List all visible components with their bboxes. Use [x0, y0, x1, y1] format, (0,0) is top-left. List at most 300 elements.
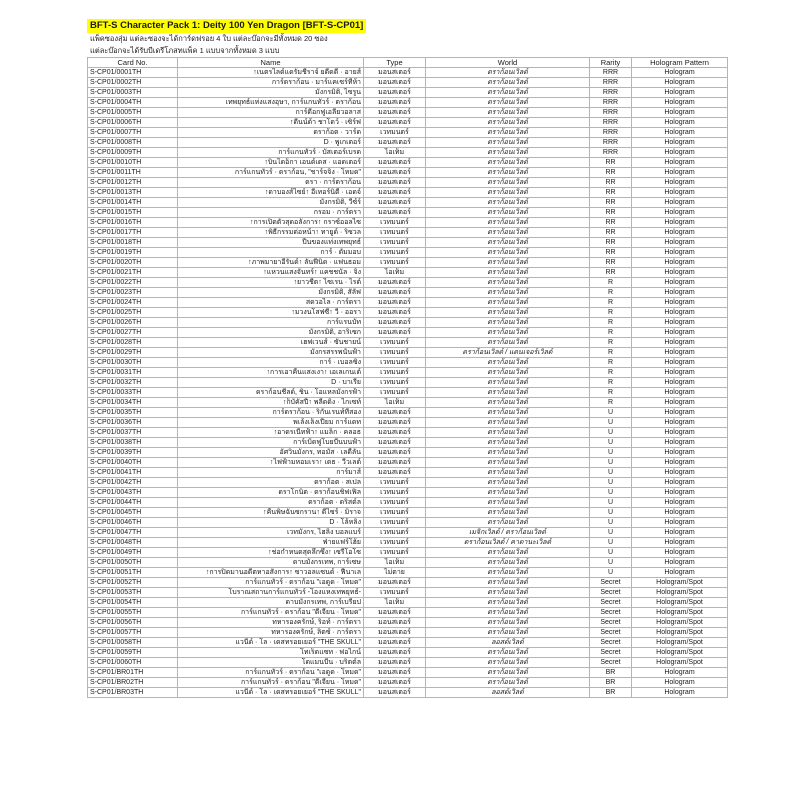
- cell-name[interactable]: ↑บินไดอ็กา เอนด์เดส · แอดเตอร์: [178, 158, 364, 168]
- cell-world[interactable]: ดราก้อนเวิลด์: [426, 318, 590, 328]
- cell-name[interactable]: การ์ดราก้อน · ริกันเรนท์ที่สอง: [178, 408, 364, 418]
- cell-rarity[interactable]: RRR: [590, 128, 632, 138]
- cell-type[interactable]: มอนสเตอร์: [364, 308, 426, 318]
- cell-name[interactable]: มังกรมิติ, อาริเซก: [178, 328, 364, 338]
- cell-type[interactable]: มอนสเตอร์: [364, 208, 426, 218]
- cell-world[interactable]: ดราก้อนเวิลด์: [426, 158, 590, 168]
- cell-hologram[interactable]: Hologram: [632, 478, 728, 488]
- cell-name[interactable]: แวนี่ด์ · โล · เดสทรอยเยอร์ "THE SKULL": [178, 688, 364, 698]
- header-rarity[interactable]: Rarity: [590, 58, 632, 68]
- cell-type[interactable]: เวทมนตร์: [364, 128, 426, 138]
- cell-rarity[interactable]: R: [590, 378, 632, 388]
- cell-type[interactable]: ไอเท็ม: [364, 398, 426, 408]
- cell-name[interactable]: มังกรมิติ, วีซ์ร์: [178, 198, 364, 208]
- cell-world[interactable]: ดราก้อนเวิลด์: [426, 428, 590, 438]
- cell-world[interactable]: ดราก้อนเวิลด์: [426, 458, 590, 468]
- cell-world[interactable]: ดราก้อนเวิลด์: [426, 608, 590, 618]
- cell-world[interactable]: ดราก้อนเวิลด์: [426, 488, 590, 498]
- cell-name[interactable]: ↑การเปิดตัวสุดอลังการ↑ กราซ์ออลไซ: [178, 218, 364, 228]
- cell-card-no[interactable]: S-CP01/0007TH: [88, 128, 178, 138]
- cell-hologram[interactable]: Hologram/Spot: [632, 648, 728, 658]
- cell-rarity[interactable]: U: [590, 448, 632, 458]
- cell-world[interactable]: ดราก้อนเวิลด์: [426, 328, 590, 338]
- cell-type[interactable]: มอนสเตอร์: [364, 688, 426, 698]
- cell-name[interactable]: ↑ก็บัคัสปี↑ พลีดดิ้ง · ไกเซท์: [178, 398, 364, 408]
- cell-card-no[interactable]: S-CP01/0030TH: [88, 358, 178, 368]
- cell-card-no[interactable]: S-CP01/0036TH: [88, 418, 178, 428]
- cell-card-no[interactable]: S-CP01/0052TH: [88, 578, 178, 588]
- cell-name[interactable]: ↑การปิดมานอดีตหาอสังการ↑ ซาวอลแซนด์ · ฟีนาเล: [178, 568, 364, 578]
- cell-hologram[interactable]: Hologram: [632, 208, 728, 218]
- cell-type[interactable]: มอนสเตอร์: [364, 158, 426, 168]
- cell-card-no[interactable]: S-CP01/0015TH: [88, 208, 178, 218]
- cell-type[interactable]: มอนสเตอร์: [364, 78, 426, 88]
- cell-world[interactable]: ดราก้อนเวิลด์: [426, 148, 590, 158]
- cell-card-no[interactable]: S-CP01/0047TH: [88, 528, 178, 538]
- cell-name[interactable]: ↑มวงนโสฟซี่↑ วี · ออรา: [178, 308, 364, 318]
- cell-rarity[interactable]: Secret: [590, 598, 632, 608]
- cell-card-no[interactable]: S-CP01/0039TH: [88, 448, 178, 458]
- cell-card-no[interactable]: S-CP01/0017TH: [88, 228, 178, 238]
- cell-name[interactable]: การ์มาส์: [178, 468, 364, 478]
- cell-type[interactable]: เวทมนตร์: [364, 508, 426, 518]
- cell-card-no[interactable]: S-CP01/0042TH: [88, 478, 178, 488]
- cell-rarity[interactable]: U: [590, 538, 632, 548]
- cell-hologram[interactable]: Hologram: [632, 178, 728, 188]
- cell-type[interactable]: มอนสเตอร์: [364, 648, 426, 658]
- cell-rarity[interactable]: Secret: [590, 588, 632, 598]
- cell-rarity[interactable]: RR: [590, 228, 632, 238]
- cell-world[interactable]: ดราก้อนเวิลด์ / คาตานะเวิลด์: [426, 538, 590, 548]
- cell-world[interactable]: ดราก้อนเวิลด์: [426, 178, 590, 188]
- cell-name[interactable]: ↑เนตรไลต์แดรัมชีราจ์ ยดีดดี · อายส์: [178, 68, 364, 78]
- cell-hologram[interactable]: Hologram: [632, 88, 728, 98]
- cell-rarity[interactable]: RRR: [590, 148, 632, 158]
- cell-world[interactable]: ดราก้อนเวิลด์: [426, 408, 590, 418]
- cell-world[interactable]: ดราก้อนเวิลด์: [426, 338, 590, 348]
- cell-type[interactable]: มอนสเตอร์: [364, 628, 426, 638]
- cell-world[interactable]: ดราก้อนเวิลด์: [426, 468, 590, 478]
- cell-card-no[interactable]: S-CP01/0025TH: [88, 308, 178, 318]
- cell-card-no[interactable]: S-CP01/0005TH: [88, 108, 178, 118]
- cell-card-no[interactable]: S-CP01/0056TH: [88, 618, 178, 628]
- cell-world[interactable]: ดราก้อนเวิลด์: [426, 138, 590, 148]
- cell-card-no[interactable]: S-CP01/0004TH: [88, 98, 178, 108]
- cell-world[interactable]: ดราก้อนเวิลด์: [426, 668, 590, 678]
- cell-type[interactable]: เวทมนตร์: [364, 478, 426, 488]
- cell-card-no[interactable]: S-CP01/0019TH: [88, 248, 178, 258]
- cell-type[interactable]: มอนสเตอร์: [364, 88, 426, 98]
- cell-rarity[interactable]: RRR: [590, 88, 632, 98]
- cell-world[interactable]: ดราก้อนเวิลด์: [426, 188, 590, 198]
- cell-card-no[interactable]: S-CP01/0013TH: [88, 188, 178, 198]
- cell-rarity[interactable]: U: [590, 468, 632, 478]
- cell-name[interactable]: กรอม · การ์ดรา: [178, 208, 364, 218]
- cell-world[interactable]: ดราก้อนเวิลด์: [426, 438, 590, 448]
- cell-world[interactable]: ดราก้อนเวิลด์: [426, 598, 590, 608]
- header-type[interactable]: Type: [364, 58, 426, 68]
- cell-type[interactable]: เวทมนตร์: [364, 588, 426, 598]
- cell-card-no[interactable]: S-CP01/0024TH: [88, 298, 178, 308]
- cell-name[interactable]: ทหารองครักษ์, ริอท์ · การ์ดรา: [178, 618, 364, 628]
- cell-name[interactable]: การ์ดีอกฟูเอลียวอลาส: [178, 108, 364, 118]
- cell-world[interactable]: ดราก้อนเวิลด์: [426, 208, 590, 218]
- cell-hologram[interactable]: Hologram: [632, 138, 728, 148]
- cell-type[interactable]: เวทมนตร์: [364, 498, 426, 508]
- cell-rarity[interactable]: U: [590, 478, 632, 488]
- cell-type[interactable]: เวทมนตร์: [364, 228, 426, 238]
- cell-name[interactable]: ↑ดาบองส์ไซย์↑ อีเทอร์นิตี้ · เอดจ์: [178, 188, 364, 198]
- cell-type[interactable]: มอนสเตอร์: [364, 98, 426, 108]
- cell-hologram[interactable]: Hologram: [632, 438, 728, 448]
- cell-hologram[interactable]: Hologram: [632, 98, 728, 108]
- cell-hologram[interactable]: Hologram: [632, 168, 728, 178]
- cell-hologram[interactable]: Hologram: [632, 508, 728, 518]
- cell-hologram[interactable]: Hologram/Spot: [632, 578, 728, 588]
- cell-world[interactable]: ดราก้อนเวิลด์: [426, 368, 590, 378]
- cell-card-no[interactable]: S-CP01/0035TH: [88, 408, 178, 418]
- cell-world[interactable]: ดราก้อนเวิลด์: [426, 78, 590, 88]
- cell-name[interactable]: ↑ช่อกำหนดสุดลึกซึ้ง↑ เซรีโอโซ: [178, 548, 364, 558]
- cell-name[interactable]: พเล้งเล็งเปียม การ์แดท: [178, 418, 364, 428]
- cell-rarity[interactable]: RRR: [590, 138, 632, 148]
- cell-rarity[interactable]: Secret: [590, 628, 632, 638]
- cell-name[interactable]: โดแมนบีน · บริตต์ล: [178, 658, 364, 668]
- cell-card-no[interactable]: S-CP01/0032TH: [88, 378, 178, 388]
- cell-card-no[interactable]: S-CP01/0028TH: [88, 338, 178, 348]
- cell-name[interactable]: การ์แรนบัท: [178, 318, 364, 328]
- cell-hologram[interactable]: Hologram: [632, 428, 728, 438]
- cell-hologram[interactable]: Hologram: [632, 458, 728, 468]
- cell-rarity[interactable]: RRR: [590, 118, 632, 128]
- cell-card-no[interactable]: S-CP01/0048TH: [88, 538, 178, 548]
- cell-rarity[interactable]: RR: [590, 178, 632, 188]
- cell-hologram[interactable]: Hologram/Spot: [632, 608, 728, 618]
- cell-type[interactable]: มอนสเตอร์: [364, 408, 426, 418]
- cell-hologram[interactable]: Hologram: [632, 488, 728, 498]
- cell-type[interactable]: มอนสเตอร์: [364, 118, 426, 128]
- cell-card-no[interactable]: S-CP01/0044TH: [88, 498, 178, 508]
- cell-name[interactable]: ฟ่ายแฟร์โฮ้ย: [178, 538, 364, 548]
- cell-rarity[interactable]: U: [590, 408, 632, 418]
- cell-name[interactable]: ดาบมังกรเทพ, การ์เซษ: [178, 558, 364, 568]
- cell-name[interactable]: ↑ภาพมายาอีรันด์↑ ลันฟีนิด · แฟนธอม: [178, 258, 364, 268]
- cell-name[interactable]: เทพยุทธ์แห่งแสงอุษา, การ์แกนทัวร์ · ดราก้อน: [178, 98, 364, 108]
- cell-hologram[interactable]: Hologram: [632, 538, 728, 548]
- cell-hologram[interactable]: Hologram: [632, 668, 728, 678]
- header-hologram[interactable]: Hologram Pattern: [632, 58, 728, 68]
- cell-type[interactable]: มอนสเตอร์: [364, 198, 426, 208]
- cell-name[interactable]: ดรา · การ์ดราก้อน: [178, 178, 364, 188]
- cell-card-no[interactable]: S-CP01/BR03TH: [88, 688, 178, 698]
- header-world[interactable]: World: [426, 58, 590, 68]
- cell-type[interactable]: เวทมนตร์: [364, 378, 426, 388]
- cell-name[interactable]: ↑ไฟฟ้ามหอมเรา↑ เดธ · วีวเลต์: [178, 458, 364, 468]
- cell-name[interactable]: ดราก้อต · ดริสต์ล: [178, 498, 364, 508]
- cell-type[interactable]: เวทมนตร์: [364, 338, 426, 348]
- cell-world[interactable]: ลอสต์เวิลด์: [426, 688, 590, 698]
- cell-world[interactable]: ดราก้อนเวิลด์: [426, 278, 590, 288]
- cell-name[interactable]: ↑ยาวชีต↑ ไซเรน · ไรต์: [178, 278, 364, 288]
- cell-name[interactable]: แวนี่ด์ · โล · เดสทรอยเยอร์ "THE SKULL": [178, 638, 364, 648]
- cell-type[interactable]: มอนสเตอร์: [364, 618, 426, 628]
- cell-type[interactable]: มอนสเตอร์: [364, 608, 426, 618]
- cell-card-no[interactable]: S-CP01/0001TH: [88, 68, 178, 78]
- cell-hologram[interactable]: Hologram: [632, 388, 728, 398]
- cell-rarity[interactable]: RR: [590, 158, 632, 168]
- cell-rarity[interactable]: RR: [590, 168, 632, 178]
- cell-rarity[interactable]: U: [590, 418, 632, 428]
- cell-rarity[interactable]: R: [590, 338, 632, 348]
- cell-type[interactable]: มอนสเตอร์: [364, 68, 426, 78]
- cell-name[interactable]: การ์แกนทัวร์ · ดราก้อน "เอดูด · โหมด": [178, 668, 364, 678]
- cell-rarity[interactable]: U: [590, 568, 632, 578]
- cell-type[interactable]: มอนสเตอร์: [364, 678, 426, 688]
- cell-card-no[interactable]: S-CP01/0020TH: [88, 258, 178, 268]
- cell-rarity[interactable]: RRR: [590, 68, 632, 78]
- cell-rarity[interactable]: Secret: [590, 658, 632, 668]
- cell-rarity[interactable]: U: [590, 508, 632, 518]
- cell-rarity[interactable]: R: [590, 328, 632, 338]
- cell-hologram[interactable]: Hologram: [632, 318, 728, 328]
- cell-card-no[interactable]: S-CP01/0034TH: [88, 398, 178, 408]
- cell-type[interactable]: มอนสเตอร์: [364, 278, 426, 288]
- cell-hologram[interactable]: Hologram: [632, 108, 728, 118]
- cell-rarity[interactable]: Secret: [590, 578, 632, 588]
- cell-hologram[interactable]: Hologram: [632, 188, 728, 198]
- cell-hologram[interactable]: Hologram: [632, 338, 728, 348]
- cell-type[interactable]: เวทมนตร์: [364, 488, 426, 498]
- cell-hologram[interactable]: Hologram/Spot: [632, 638, 728, 648]
- cell-rarity[interactable]: Secret: [590, 608, 632, 618]
- cell-world[interactable]: เมจิกเวิลด์ / ดราก้อนเวิลด์: [426, 528, 590, 538]
- cell-rarity[interactable]: RR: [590, 248, 632, 258]
- cell-name[interactable]: โทเร็ดแซท · ฟอไกน์: [178, 648, 364, 658]
- cell-card-no[interactable]: S-CP01/0033TH: [88, 388, 178, 398]
- cell-hologram[interactable]: Hologram: [632, 548, 728, 558]
- cell-type[interactable]: เวทมนตร์: [364, 218, 426, 228]
- cell-type[interactable]: เวทมนตร์: [364, 248, 426, 258]
- cell-world[interactable]: ดราก้อนเวิลด์: [426, 388, 590, 398]
- cell-world[interactable]: ดราก้อนเวิลด์: [426, 248, 590, 258]
- cell-name[interactable]: มังกรมิติ, สัลัฟ: [178, 288, 364, 298]
- cell-rarity[interactable]: U: [590, 528, 632, 538]
- cell-name[interactable]: อัศวินมังกร, ทอมัส · เลดี้ลัน: [178, 448, 364, 458]
- cell-type[interactable]: มอนสเตอร์: [364, 328, 426, 338]
- cell-card-no[interactable]: S-CP01/0060TH: [88, 658, 178, 668]
- cell-type[interactable]: มอนสเตอร์: [364, 288, 426, 298]
- cell-rarity[interactable]: R: [590, 288, 632, 298]
- cell-rarity[interactable]: RR: [590, 188, 632, 198]
- cell-card-no[interactable]: S-CP01/0040TH: [88, 458, 178, 468]
- cell-type[interactable]: มอนสเตอร์: [364, 438, 426, 448]
- cell-world[interactable]: ดราก้อนเวิลด์: [426, 578, 590, 588]
- cell-card-no[interactable]: S-CP01/0011TH: [88, 168, 178, 178]
- cell-rarity[interactable]: U: [590, 488, 632, 498]
- cell-card-no[interactable]: S-CP01/0043TH: [88, 488, 178, 498]
- cell-world[interactable]: ดราก้อนเวิลด์: [426, 228, 590, 238]
- cell-rarity[interactable]: Secret: [590, 618, 632, 628]
- cell-rarity[interactable]: RR: [590, 198, 632, 208]
- cell-rarity[interactable]: RR: [590, 258, 632, 268]
- cell-hologram[interactable]: Hologram: [632, 258, 728, 268]
- cell-hologram[interactable]: Hologram: [632, 118, 728, 128]
- cell-name[interactable]: D · พูเกเตอร์: [178, 138, 364, 148]
- cell-name[interactable]: เวทมังกร, ไฮลิ้ง บอลแบร์: [178, 528, 364, 538]
- cell-card-no[interactable]: S-CP01/0016TH: [88, 218, 178, 228]
- cell-type[interactable]: ไอเท็ม: [364, 148, 426, 158]
- cell-world[interactable]: ดราก้อนเวิลด์: [426, 88, 590, 98]
- cell-hologram[interactable]: Hologram: [632, 418, 728, 428]
- cell-name[interactable]: การ์แกนทัวร์ · บัสเตอร์เบรด: [178, 148, 364, 158]
- cell-type[interactable]: เวทมนตร์: [364, 258, 426, 268]
- cell-card-no[interactable]: S-CP01/0008TH: [88, 138, 178, 148]
- cell-hologram[interactable]: Hologram: [632, 238, 728, 248]
- cell-world[interactable]: ดราก้อนเวิลด์: [426, 678, 590, 688]
- cell-world[interactable]: ดราก้อนเวิลด์: [426, 648, 590, 658]
- cell-type[interactable]: มอนสเตอร์: [364, 448, 426, 458]
- cell-card-no[interactable]: S-CP01/BR02TH: [88, 678, 178, 688]
- cell-rarity[interactable]: RR: [590, 218, 632, 228]
- cell-world[interactable]: ดราก้อนเวิลด์: [426, 588, 590, 598]
- cell-card-no[interactable]: S-CP01/0009TH: [88, 148, 178, 158]
- header-card-no[interactable]: Card No.: [88, 58, 178, 68]
- cell-hologram[interactable]: Hologram/Spot: [632, 598, 728, 608]
- cell-type[interactable]: มอนสเตอร์: [364, 658, 426, 668]
- cell-rarity[interactable]: U: [590, 458, 632, 468]
- cell-world[interactable]: ดราก้อนเวิลด์: [426, 118, 590, 128]
- header-name[interactable]: Name: [178, 58, 364, 68]
- cell-rarity[interactable]: U: [590, 558, 632, 568]
- cell-card-no[interactable]: S-CP01/0031TH: [88, 368, 178, 378]
- cell-type[interactable]: เวทมนตร์: [364, 518, 426, 528]
- cell-type[interactable]: มอนสเตอร์: [364, 428, 426, 438]
- cell-card-no[interactable]: S-CP01/0022TH: [88, 278, 178, 288]
- cell-card-no[interactable]: S-CP01/0041TH: [88, 468, 178, 478]
- cell-world[interactable]: ดราก้อนเวิลด์: [426, 448, 590, 458]
- cell-name[interactable]: การ์ · ดัมมอบ: [178, 248, 364, 258]
- cell-hologram[interactable]: Hologram: [632, 448, 728, 458]
- cell-hologram[interactable]: Hologram/Spot: [632, 658, 728, 668]
- cell-rarity[interactable]: RR: [590, 268, 632, 278]
- cell-card-no[interactable]: S-CP01/0014TH: [88, 198, 178, 208]
- cell-card-no[interactable]: S-CP01/0002TH: [88, 78, 178, 88]
- cell-hologram[interactable]: Hologram: [632, 328, 728, 338]
- cell-hologram[interactable]: Hologram: [632, 288, 728, 298]
- cell-hologram[interactable]: Hologram: [632, 158, 728, 168]
- cell-name[interactable]: เฮฟเวนส์ · ซันชายน์: [178, 338, 364, 348]
- cell-world[interactable]: ดราก้อนเวิลด์: [426, 478, 590, 488]
- cell-rarity[interactable]: R: [590, 308, 632, 318]
- cell-name[interactable]: ปืนของแท่งเทพยุทธ์: [178, 238, 364, 248]
- cell-hologram[interactable]: Hologram: [632, 218, 728, 228]
- cell-name[interactable]: การ์แกนทัวร์ · ดราก้อน, "ชาร์จจิ้ง · โหมด": [178, 168, 364, 178]
- cell-world[interactable]: ดราก้อนเวิลด์: [426, 378, 590, 388]
- cell-rarity[interactable]: R: [590, 368, 632, 378]
- cell-card-no[interactable]: S-CP01/0059TH: [88, 648, 178, 658]
- cell-world[interactable]: ดราก้อนเวิลด์: [426, 358, 590, 368]
- cell-world[interactable]: ดราก้อนเวิลด์: [426, 658, 590, 668]
- cell-type[interactable]: เวทมนตร์: [364, 538, 426, 548]
- cell-type[interactable]: มอนสเตอร์: [364, 168, 426, 178]
- cell-card-no[interactable]: S-CP01/0021TH: [88, 268, 178, 278]
- cell-name[interactable]: ทหารองครักษ์, ลิตซ์ · การ์ดรา: [178, 628, 364, 638]
- cell-type[interactable]: เวทมนตร์: [364, 528, 426, 538]
- cell-type[interactable]: เวทมนตร์: [364, 388, 426, 398]
- sheet-title[interactable]: BFT-S Character Pack 1: Deity 100 Yen Dragon [BFT-S-CP01]: [87, 19, 366, 33]
- cell-hologram[interactable]: Hologram: [632, 78, 728, 88]
- cell-name[interactable]: ดาบมังกรเทพ, การ์เบรียป: [178, 598, 364, 608]
- cell-rarity[interactable]: BR: [590, 678, 632, 688]
- cell-type[interactable]: มอนสเตอร์: [364, 298, 426, 308]
- cell-card-no[interactable]: S-CP01/0038TH: [88, 438, 178, 448]
- cell-hologram[interactable]: Hologram/Spot: [632, 618, 728, 628]
- cell-type[interactable]: ไม่ตาย: [364, 568, 426, 578]
- cell-name[interactable]: ดราก้อต · สเปล: [178, 478, 364, 488]
- cell-type[interactable]: ไอเท็ม: [364, 558, 426, 568]
- cell-card-no[interactable]: S-CP01/BR01TH: [88, 668, 178, 678]
- cell-rarity[interactable]: U: [590, 428, 632, 438]
- cell-hologram[interactable]: Hologram: [632, 398, 728, 408]
- cell-name[interactable]: ↑แหวนแสงจันทร์↑ แคชชนัล · จิ้ง: [178, 268, 364, 278]
- cell-name[interactable]: การ์แกนทัวร์ · ดราก้อน "เอดูด · โหมด": [178, 578, 364, 588]
- cell-world[interactable]: ดราก้อนเวิลด์: [426, 548, 590, 558]
- cell-world[interactable]: ดราก้อนเวิลด์: [426, 508, 590, 518]
- cell-card-no[interactable]: S-CP01/0012TH: [88, 178, 178, 188]
- cell-name[interactable]: มังกรสรรพนั้นฟ้า: [178, 348, 364, 358]
- cell-name[interactable]: ดราก้อต · วาร์ด: [178, 128, 364, 138]
- cell-hologram[interactable]: Hologram/Spot: [632, 588, 728, 598]
- cell-hologram[interactable]: Hologram: [632, 368, 728, 378]
- cell-name[interactable]: ↑ดีนน์ด้า ชาโดว์ · เซิร์ฟ: [178, 118, 364, 128]
- cell-type[interactable]: มอนสเตอร์: [364, 468, 426, 478]
- cell-card-no[interactable]: S-CP01/0057TH: [88, 628, 178, 638]
- cell-hologram[interactable]: Hologram: [632, 468, 728, 478]
- cell-world[interactable]: ดราก้อนเวิลด์ / แดนเจอร์เวิลด์: [426, 348, 590, 358]
- cell-world[interactable]: ดราก้อนเวิลด์: [426, 258, 590, 268]
- cell-type[interactable]: เวทมนตร์: [364, 548, 426, 558]
- cell-rarity[interactable]: U: [590, 498, 632, 508]
- cell-world[interactable]: ดราก้อนเวิลด์: [426, 418, 590, 428]
- cell-hologram[interactable]: Hologram: [632, 498, 728, 508]
- cell-card-no[interactable]: S-CP01/0054TH: [88, 598, 178, 608]
- cell-rarity[interactable]: U: [590, 438, 632, 448]
- cell-rarity[interactable]: Secret: [590, 638, 632, 648]
- note-line-1[interactable]: แพ็คซองสุ่ม แต่ละซองจะได้การ์ดฟรอย 4 ใบ แต่ละบ๊อกจะมีทั้งหมด 20 ซอง: [90, 34, 328, 43]
- cell-card-no[interactable]: S-CP01/0026TH: [88, 318, 178, 328]
- cell-world[interactable]: ดราก้อนเวิลด์: [426, 298, 590, 308]
- cell-hologram[interactable]: Hologram: [632, 228, 728, 238]
- cell-card-no[interactable]: S-CP01/0037TH: [88, 428, 178, 438]
- cell-hologram[interactable]: Hologram: [632, 558, 728, 568]
- cell-hologram[interactable]: Hologram: [632, 568, 728, 578]
- cell-hologram[interactable]: Hologram: [632, 678, 728, 688]
- cell-hologram[interactable]: Hologram: [632, 518, 728, 528]
- cell-world[interactable]: ดราก้อนเวิลด์: [426, 168, 590, 178]
- cell-rarity[interactable]: RRR: [590, 98, 632, 108]
- cell-name[interactable]: สดวอไล · การ์ดรา: [178, 298, 364, 308]
- cell-world[interactable]: ลอสต์เวิลด์: [426, 638, 590, 648]
- cell-card-no[interactable]: S-CP01/0055TH: [88, 608, 178, 618]
- cell-hologram[interactable]: Hologram: [632, 248, 728, 258]
- cell-card-no[interactable]: S-CP01/0046TH: [88, 518, 178, 528]
- cell-rarity[interactable]: BR: [590, 688, 632, 698]
- cell-name[interactable]: โบราณสถานการ์แกนทัวร์ -โองแหงเทพยุทธ์-: [178, 588, 364, 598]
- cell-world[interactable]: ดราก้อนเวิลด์: [426, 558, 590, 568]
- cell-rarity[interactable]: R: [590, 318, 632, 328]
- cell-name[interactable]: ↑พิธีกรรมต่อหน้า↑ ทายูด์ · ริซวล: [178, 228, 364, 238]
- cell-type[interactable]: มอนสเตอร์: [364, 578, 426, 588]
